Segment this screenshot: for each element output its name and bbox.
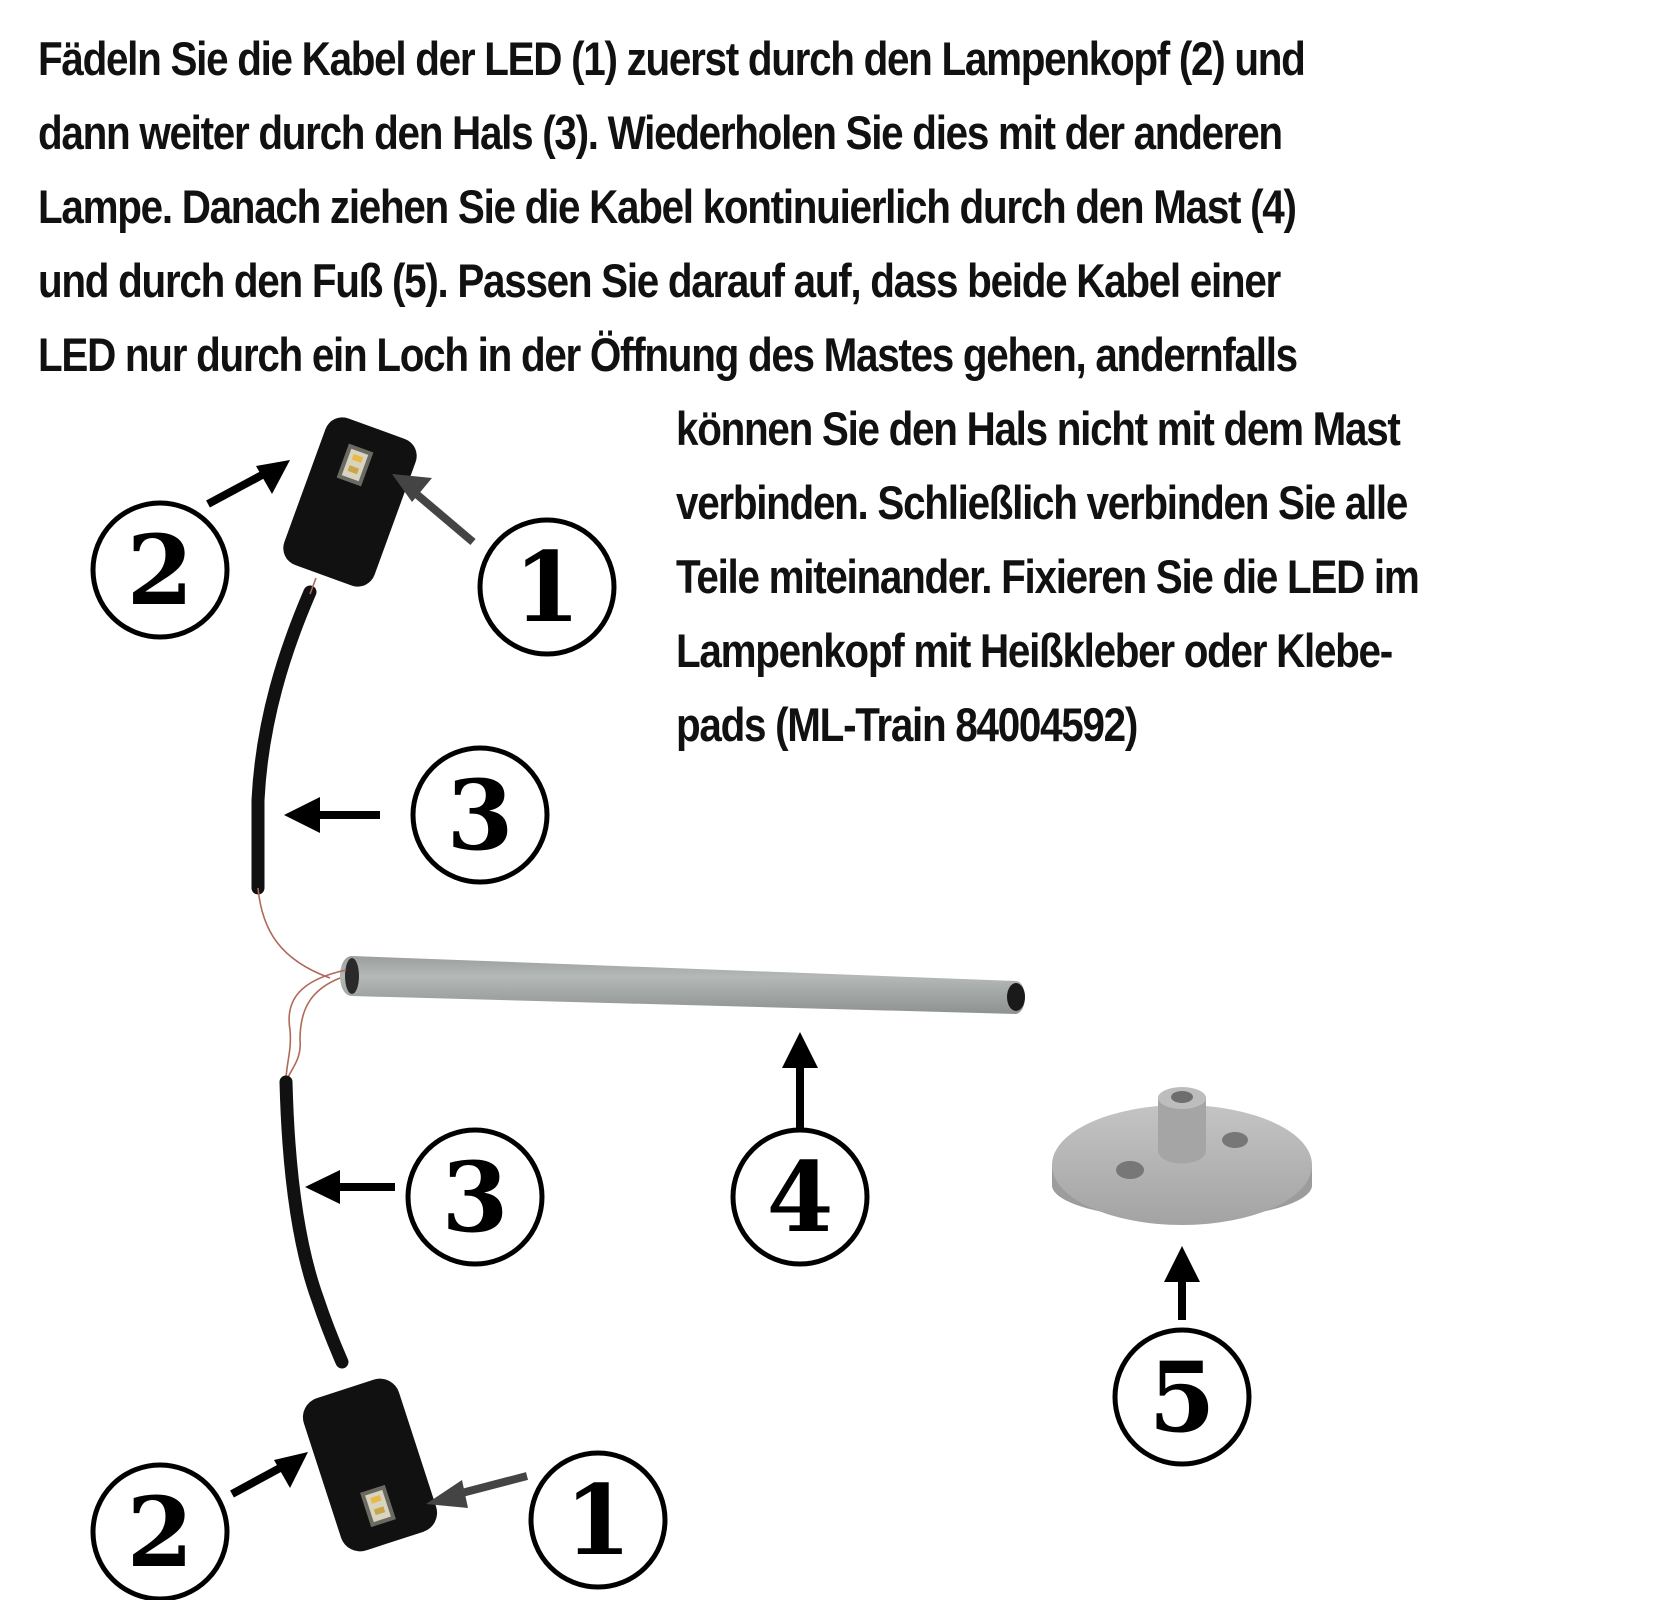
wire-bottom bbox=[286, 970, 346, 1082]
instruction-line-5: LED nur durch ein Loch in der Öffnung des Mastes gehen, andernfalls bbox=[38, 328, 1297, 381]
arrow-led-bottom bbox=[426, 1476, 527, 1508]
callout-head-top-number: 2 bbox=[126, 514, 194, 627]
instruction-line-1: Fädeln Sie die Kabel der LED (1) zuerst durch den Lampenkopf (2) und bbox=[38, 32, 1305, 85]
continuation-line-3: Teile miteinander. Fixieren Sie die LED im bbox=[676, 550, 1419, 603]
continuation-line-4: Lampenkopf mit Heißkleber oder Klebe- bbox=[676, 624, 1392, 677]
arrow-foot bbox=[1164, 1246, 1200, 1320]
continuation-line-2: verbinden. Schließlich verbinden Sie alle bbox=[676, 476, 1408, 529]
callout-led-top bbox=[480, 520, 614, 654]
callout-foot bbox=[1115, 1330, 1249, 1464]
callout-foot-number: 5 bbox=[1148, 1341, 1216, 1454]
callout-led-bottom-number: 1 bbox=[564, 1464, 632, 1577]
instruction-line-3: Lampe. Danach ziehen Sie die Kabel kontinuierlich durch den Mast (4) bbox=[38, 180, 1296, 233]
continuation-line-5: pads (ML-Train 84004592) bbox=[676, 698, 1138, 751]
instruction-line-4: und durch den Fuß (5). Passen Sie darauf auf, dass beide Kabel einer bbox=[38, 254, 1280, 307]
continuation-line-1: können Sie den Hals nicht mit dem Mast bbox=[676, 402, 1400, 455]
callout-head-bottom-number: 2 bbox=[126, 1476, 194, 1589]
lamp-head-top bbox=[278, 412, 422, 591]
arrow-mast bbox=[782, 1032, 818, 1128]
instruction-line-2: dann weiter durch den Hals (3). Wiederholen Sie dies mit der anderen bbox=[38, 106, 1282, 159]
neck-top bbox=[258, 592, 310, 888]
callout-head-bottom bbox=[93, 1465, 227, 1599]
callout-head-top bbox=[93, 503, 227, 637]
callout-neck-top bbox=[413, 748, 547, 882]
arrow-head-top bbox=[208, 460, 290, 504]
callout-led-top-number: 1 bbox=[513, 531, 581, 644]
arrow-neck-top bbox=[284, 797, 380, 833]
arrow-neck-bottom bbox=[305, 1170, 395, 1204]
callout-led-bottom bbox=[531, 1453, 665, 1587]
arrow-led-top bbox=[392, 474, 473, 542]
callout-mast-number: 4 bbox=[766, 1141, 834, 1254]
mast bbox=[340, 956, 1025, 1014]
callout-neck-top-number: 3 bbox=[446, 759, 514, 872]
neck-bottom bbox=[286, 1082, 342, 1362]
callout-neck-bottom-number: 3 bbox=[441, 1141, 509, 1254]
lamp-foot bbox=[1052, 1087, 1312, 1225]
arrow-head-bottom bbox=[232, 1452, 308, 1494]
callout-mast bbox=[733, 1130, 867, 1264]
lamp-head-bottom bbox=[298, 1373, 443, 1556]
callout-neck-bottom bbox=[408, 1130, 542, 1264]
